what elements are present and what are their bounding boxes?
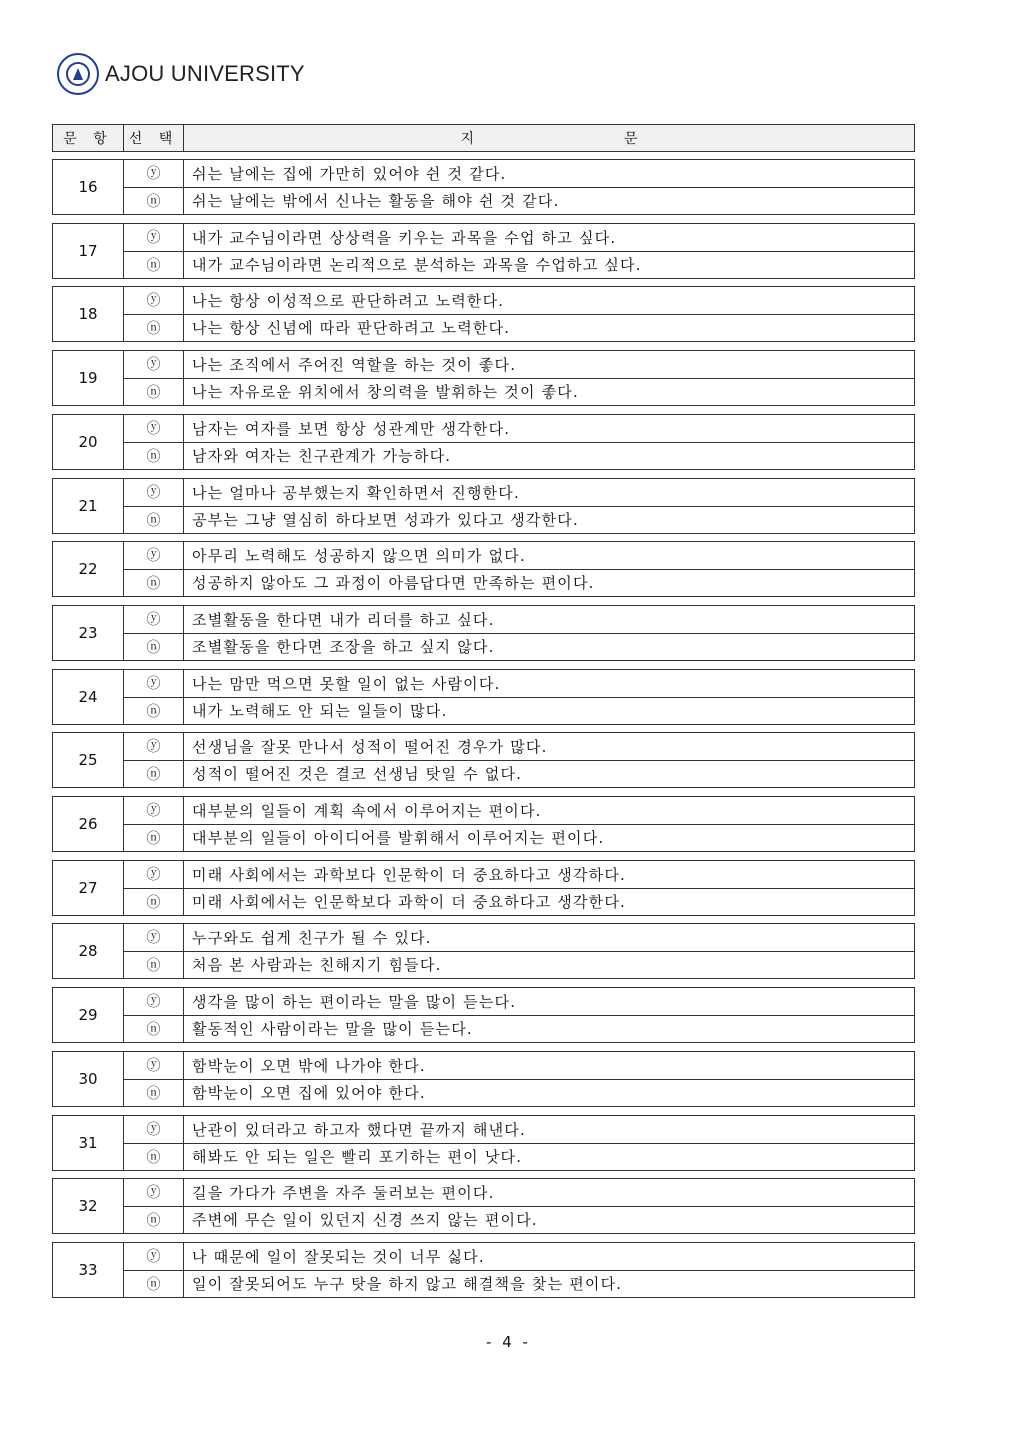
no-mark-icon[interactable]: ⓝ xyxy=(124,315,184,342)
question-number: 26 xyxy=(53,797,124,851)
option-row-yes[interactable] xyxy=(124,797,914,824)
question-block xyxy=(52,860,915,916)
option-row-no[interactable] xyxy=(124,1206,914,1234)
question-number: 16 xyxy=(53,160,124,214)
question-number: 23 xyxy=(53,606,124,660)
column-header-number: 문 항 xyxy=(53,125,124,151)
option-row-no[interactable] xyxy=(124,506,914,534)
option-row-no[interactable] xyxy=(124,1143,914,1171)
question-block xyxy=(52,987,915,1043)
yes-mark-icon[interactable]: ⓨ xyxy=(124,606,184,633)
question-number: 28 xyxy=(53,924,124,978)
option-row-no[interactable] xyxy=(124,824,914,852)
question-number: 29 xyxy=(53,988,124,1042)
question-block xyxy=(52,350,915,406)
question-block xyxy=(52,414,915,470)
option-text-yes: 나 때문에 일이 잘못되는 것이 너무 싫다. xyxy=(192,1247,485,1266)
university-name: AJOU UNIVERSITY xyxy=(105,61,305,86)
option-text-no: 내가 노력해도 안 되는 일들이 많다. xyxy=(192,702,448,721)
option-row-yes[interactable] xyxy=(124,415,914,442)
question-block xyxy=(52,286,915,342)
option-text-yes: 나는 맘만 먹으면 못할 일이 없는 사람이다. xyxy=(192,674,501,693)
question-block xyxy=(52,159,915,215)
yes-mark-icon[interactable]: ⓨ xyxy=(124,351,184,378)
option-row-yes[interactable] xyxy=(124,861,914,888)
no-mark-icon[interactable]: ⓝ xyxy=(124,1207,184,1234)
no-mark-icon[interactable]: ⓝ xyxy=(124,379,184,406)
option-text-no: 나는 자유로운 위치에서 창의력을 발휘하는 것이 좋다. xyxy=(192,383,579,402)
option-text-yes: 나는 얼마나 공부했는지 확인하면서 진행한다. xyxy=(192,483,520,502)
option-row-yes[interactable] xyxy=(124,1116,914,1143)
option-text-no: 처음 본 사람과는 친해지기 힘들다. xyxy=(192,956,442,975)
option-row-yes[interactable] xyxy=(124,733,914,760)
question-block xyxy=(52,478,915,534)
option-row-yes[interactable] xyxy=(124,1243,914,1270)
question-block xyxy=(52,1115,915,1171)
question-block xyxy=(52,796,915,852)
option-row-yes[interactable] xyxy=(124,224,914,251)
question-number: 30 xyxy=(53,1052,124,1106)
option-text-no: 해봐도 안 되는 일은 빨리 포기하는 편이 낫다. xyxy=(192,1148,523,1167)
column-header-text xyxy=(184,125,914,151)
yes-mark-icon[interactable]: ⓨ xyxy=(124,670,184,697)
no-mark-icon[interactable]: ⓝ xyxy=(124,1271,184,1298)
option-row-yes[interactable] xyxy=(124,1179,914,1206)
option-row-no[interactable] xyxy=(124,442,914,470)
option-row-yes[interactable] xyxy=(124,988,914,1015)
question-number: 20 xyxy=(53,415,124,469)
option-text-yes: 아무리 노력해도 성공하지 않으면 의미가 없다. xyxy=(192,546,526,565)
option-text-no: 대부분의 일들이 아이디어를 발휘해서 이루어지는 편이다. xyxy=(192,829,605,848)
no-mark-icon[interactable]: ⓝ xyxy=(124,507,184,534)
option-text-yes: 선생님을 잘못 만나서 성적이 떨어진 경우가 많다. xyxy=(192,737,548,756)
column-header-text-part1: 지 xyxy=(460,131,474,147)
option-text-no: 일이 잘못되어도 누구 탓을 하지 않고 해결책을 찾는 편이다. xyxy=(192,1275,623,1294)
no-mark-icon[interactable]: ⓝ xyxy=(124,952,184,979)
option-row-no[interactable] xyxy=(124,633,914,661)
option-row-no[interactable] xyxy=(124,1270,914,1298)
yes-mark-icon[interactable]: ⓨ xyxy=(124,287,184,314)
no-mark-icon[interactable]: ⓝ xyxy=(124,698,184,725)
option-row-yes[interactable] xyxy=(124,924,914,951)
option-text-no: 나는 항상 신념에 따라 판단하려고 노력한다. xyxy=(192,319,511,338)
no-mark-icon[interactable]: ⓝ xyxy=(124,188,184,215)
question-block xyxy=(52,1242,915,1298)
option-text-yes: 누구와도 쉽게 친구가 될 수 있다. xyxy=(192,928,432,947)
yes-mark-icon[interactable]: ⓨ xyxy=(124,733,184,760)
yes-mark-icon[interactable]: ⓨ xyxy=(124,1052,184,1079)
question-block xyxy=(52,923,915,979)
question-block xyxy=(52,732,915,788)
yes-mark-icon[interactable]: ⓨ xyxy=(124,542,184,569)
option-text-yes: 나는 조직에서 주어진 역할을 하는 것이 좋다. xyxy=(192,355,517,374)
option-text-no: 주변에 무슨 일이 있던지 신경 쓰지 않는 편이다. xyxy=(192,1211,538,1230)
option-row-yes[interactable] xyxy=(124,287,914,314)
option-text-no: 조별활동을 한다면 조장을 하고 싶지 않다. xyxy=(192,638,495,657)
question-number: 33 xyxy=(53,1243,124,1297)
option-text-yes: 미래 사회에서는 과학보다 인문학이 더 중요하다고 생각하다. xyxy=(192,865,627,884)
yes-mark-icon[interactable]: ⓨ xyxy=(124,924,184,951)
question-block xyxy=(52,669,915,725)
question-number: 17 xyxy=(53,224,124,278)
option-text-no: 성적이 떨어진 것은 결코 선생님 탓일 수 없다. xyxy=(192,765,523,784)
no-mark-icon[interactable]: ⓝ xyxy=(124,1016,184,1043)
question-block xyxy=(52,605,915,661)
yes-mark-icon[interactable]: ⓨ xyxy=(124,1243,184,1270)
yes-mark-icon[interactable]: ⓨ xyxy=(124,224,184,251)
question-number: 32 xyxy=(53,1179,124,1233)
option-row-no[interactable] xyxy=(124,697,914,725)
option-row-no[interactable] xyxy=(124,1015,914,1043)
no-mark-icon[interactable]: ⓝ xyxy=(124,634,184,661)
option-row-no[interactable] xyxy=(124,187,914,215)
yes-mark-icon[interactable]: ⓨ xyxy=(124,797,184,824)
question-block xyxy=(52,1178,915,1234)
no-mark-icon[interactable]: ⓝ xyxy=(124,443,184,470)
university-logo xyxy=(57,52,305,96)
option-row-no[interactable] xyxy=(124,569,914,597)
option-row-no[interactable] xyxy=(124,378,914,406)
option-text-yes: 생각을 많이 하는 편이라는 말을 많이 듣는다. xyxy=(192,992,517,1011)
option-row-no[interactable] xyxy=(124,251,914,279)
no-mark-icon[interactable]: ⓝ xyxy=(124,825,184,852)
yes-mark-icon[interactable]: ⓨ xyxy=(124,988,184,1015)
option-text-no: 미래 사회에서는 인문학보다 과학이 더 중요하다고 생각한다. xyxy=(192,893,627,912)
option-text-yes: 내가 교수님이라면 상상력을 키우는 과목을 수업 하고 싶다. xyxy=(192,228,617,247)
option-text-yes: 남자는 여자를 보면 항상 성관계만 생각한다. xyxy=(192,419,511,438)
question-number: 25 xyxy=(53,733,124,787)
option-text-no: 성공하지 않아도 그 과정이 아름답다면 만족하는 편이다. xyxy=(192,574,595,593)
option-text-yes: 난관이 있더라고 하고자 했다면 끝까지 해낸다. xyxy=(192,1120,526,1139)
university-seal-icon xyxy=(57,53,99,95)
option-text-yes: 쉬는 날에는 집에 가만히 있어야 쉰 것 같다. xyxy=(192,164,507,183)
option-row-no[interactable] xyxy=(124,888,914,916)
yes-mark-icon[interactable]: ⓨ xyxy=(124,415,184,442)
question-number: 18 xyxy=(53,287,124,341)
yes-mark-icon[interactable]: ⓨ xyxy=(124,479,184,506)
page-number: - 4 - xyxy=(486,1333,531,1351)
no-mark-icon[interactable]: ⓝ xyxy=(124,889,184,916)
yes-mark-icon[interactable]: ⓨ xyxy=(124,1116,184,1143)
option-row-no[interactable] xyxy=(124,951,914,979)
option-text-no: 함박눈이 오면 집에 있어야 한다. xyxy=(192,1084,426,1103)
option-row-yes[interactable] xyxy=(124,160,914,187)
no-mark-icon[interactable]: ⓝ xyxy=(124,761,184,788)
option-text-yes: 길을 가다가 주변을 자주 둘러보는 편이다. xyxy=(192,1183,495,1202)
column-header-select: 선 택 xyxy=(124,125,184,151)
option-row-yes[interactable] xyxy=(124,351,914,378)
option-row-no[interactable] xyxy=(124,314,914,342)
option-row-yes[interactable] xyxy=(124,542,914,569)
question-number: 21 xyxy=(53,479,124,533)
question-number: 24 xyxy=(53,670,124,724)
option-text-yes: 나는 항상 이성적으로 판단하려고 노력한다. xyxy=(192,291,505,310)
option-text-yes: 조별활동을 한다면 내가 리더를 하고 싶다. xyxy=(192,610,495,629)
column-header-text-part2: 문 xyxy=(624,131,638,147)
option-row-no[interactable] xyxy=(124,1079,914,1107)
option-text-no: 남자와 여자는 친구관계가 가능하다. xyxy=(192,447,452,466)
no-mark-icon[interactable]: ⓝ xyxy=(124,1144,184,1171)
option-row-yes[interactable] xyxy=(124,1052,914,1079)
no-mark-icon[interactable]: ⓝ xyxy=(124,252,184,279)
option-text-no: 활동적인 사람이라는 말을 많이 듣는다. xyxy=(192,1020,473,1039)
question-block xyxy=(52,223,915,279)
option-text-yes: 함박눈이 오면 밖에 나가야 한다. xyxy=(192,1056,426,1075)
question-number: 31 xyxy=(53,1116,124,1170)
option-row-no[interactable] xyxy=(124,760,914,788)
option-row-yes[interactable] xyxy=(124,479,914,506)
no-mark-icon[interactable]: ⓝ xyxy=(124,570,184,597)
option-row-yes[interactable] xyxy=(124,606,914,633)
question-number: 27 xyxy=(53,861,124,915)
table-header xyxy=(52,124,915,152)
option-text-no: 내가 교수님이라면 논리적으로 분석하는 과목을 수업하고 싶다. xyxy=(192,256,642,275)
option-row-yes[interactable] xyxy=(124,670,914,697)
question-block xyxy=(52,1051,915,1107)
question-block xyxy=(52,541,915,597)
question-number: 19 xyxy=(53,351,124,405)
question-number: 22 xyxy=(53,542,124,596)
yes-mark-icon[interactable]: ⓨ xyxy=(124,1179,184,1206)
option-text-no: 쉬는 날에는 밖에서 신나는 활동을 해야 쉰 것 같다. xyxy=(192,192,560,211)
yes-mark-icon[interactable]: ⓨ xyxy=(124,861,184,888)
option-text-yes: 대부분의 일들이 계획 속에서 이루어지는 편이다. xyxy=(192,801,542,820)
yes-mark-icon[interactable]: ⓨ xyxy=(124,160,184,187)
option-text-no: 공부는 그냥 열심히 하다보면 성과가 있다고 생각한다. xyxy=(192,511,579,530)
no-mark-icon[interactable]: ⓝ xyxy=(124,1080,184,1107)
